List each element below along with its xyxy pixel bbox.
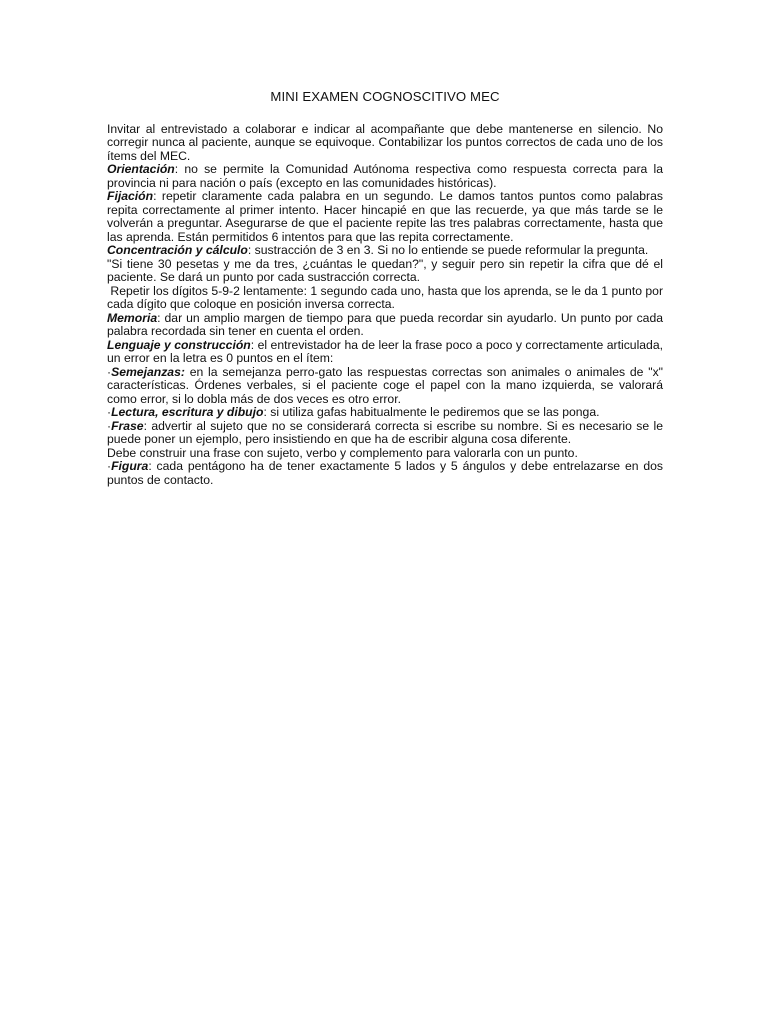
paragraph-concentracion xyxy=(107,244,663,258)
paragraph-text: : el entrevistador ha de leer la frase poco a poco y correctamente articulada, un error en la letra es 0 puntos en el ítem: xyxy=(107,337,663,365)
paragraph-frase xyxy=(107,420,663,447)
paragraph-text: : cada pentágono ha de tener exactamente 5 lados y 5 ángulos y debe entrelazarse en dos puntos de contacto. xyxy=(107,459,663,487)
bullet-marker: · xyxy=(107,405,112,419)
paragraph-term: Semejanzas: xyxy=(111,364,185,379)
paragraph-text: Invitar al entrevistado a colaborar e indicar al acompañante que debe mantenerse en silencio. No corregir nunca al paciente, aunque se equivoque. Contabilizar los puntos correctos de cada uno de los ítems del MEC. xyxy=(107,121,663,163)
paragraph-text: : dar un amplio margen de tiempo para que pueda recordar sin ayudarlo. Un punto por cada palabra recordada sin tener en cuenta el orden. xyxy=(107,310,663,338)
bullet-marker: · xyxy=(107,459,112,473)
paragraph-term: Fijación xyxy=(107,189,154,203)
paragraph-text: "Si tiene 30 pesetas y me da tres, ¿cuántas le quedan?", y seguir pero sin repetir la cifra que dé el paciente. Se dará un punto por cada sustracción correcta. xyxy=(107,256,663,284)
paragraph-construir xyxy=(107,447,663,461)
paragraph-digitos xyxy=(107,283,667,312)
paragraph-lenguaje xyxy=(107,339,663,366)
paragraph-term: Concentración y cálculo xyxy=(107,243,248,257)
paragraph-term: Orientación xyxy=(107,162,175,176)
bullet-marker: · xyxy=(107,364,112,379)
paragraph-term: Memoria xyxy=(107,310,158,325)
paragraph-term: Lectura, escritura y dibujo xyxy=(111,405,264,419)
paragraph-fijacion xyxy=(107,190,663,244)
paragraph-text: : no se permite la Comunidad Autónoma respectiva como respuesta correcta para la provincia ni para nación o país (excepto en las comunidades históricas). xyxy=(107,162,663,190)
paragraph-orientacion xyxy=(107,163,663,190)
paragraph-intro xyxy=(107,123,663,164)
paragraph-text: Debe construir una frase con sujeto, verbo y complemento para valorarla con un punto. xyxy=(107,445,578,460)
paragraph-figura xyxy=(107,460,663,487)
paragraph-semejanzas xyxy=(107,366,663,407)
paragraph-pesetas xyxy=(107,258,663,285)
bullet-marker: · xyxy=(107,418,112,433)
paragraph-term: Frase xyxy=(111,418,144,433)
paragraph-term: Figura xyxy=(111,459,149,473)
paragraph-text: Repetir los dígitos 5-9-2 lentamente: 1 segundo cada uno, hasta que los aprenda, se le da 1 punto por cada dígito que coloque en posición inversa correcta. xyxy=(107,283,667,311)
paragraph-text: : si utiliza gafas habitualmente le pediremos que se las ponga. xyxy=(263,405,600,419)
paragraph-term: Lenguaje y construcción xyxy=(107,337,251,352)
paragraph-text: en la semejanza perro-gato las respuestas correctas son animales o animales de "x" características. Órdenes verbales, si el paciente coge el papel con la mano izquierda, se valorará como error, si lo dobla más de dos veces es otro error. xyxy=(107,364,663,406)
paragraph-lectura xyxy=(107,406,663,420)
document-page xyxy=(107,89,667,487)
paragraph-memoria xyxy=(107,312,663,339)
page-title: MINI EXAMEN COGNOSCITIVO MEC xyxy=(270,89,500,104)
paragraph-text: : sustracción de 3 en 3. Si no lo entiende se puede reformular la pregunta. xyxy=(247,243,649,257)
paragraph-text: : advertir al sujeto que no se considerará correcta si escribe su nombre. Si es necesario se le puede poner un ejemplo, pero insistiendo en que ha de escribir alguna cosa diferente. xyxy=(107,418,663,446)
paragraph-text: : repetir claramente cada palabra en un segundo. Le damos tantos puntos como palabras repita correctamente al primer intento. Hacer hincapié en que las recuerde, ya que más tarde se le volverán a preguntar. Asegurarse de que el paciente repite las tres palabras correctamente, hasta que las aprenda. Están permitidos 6 intentos para que las repita correctamente. xyxy=(107,189,663,244)
